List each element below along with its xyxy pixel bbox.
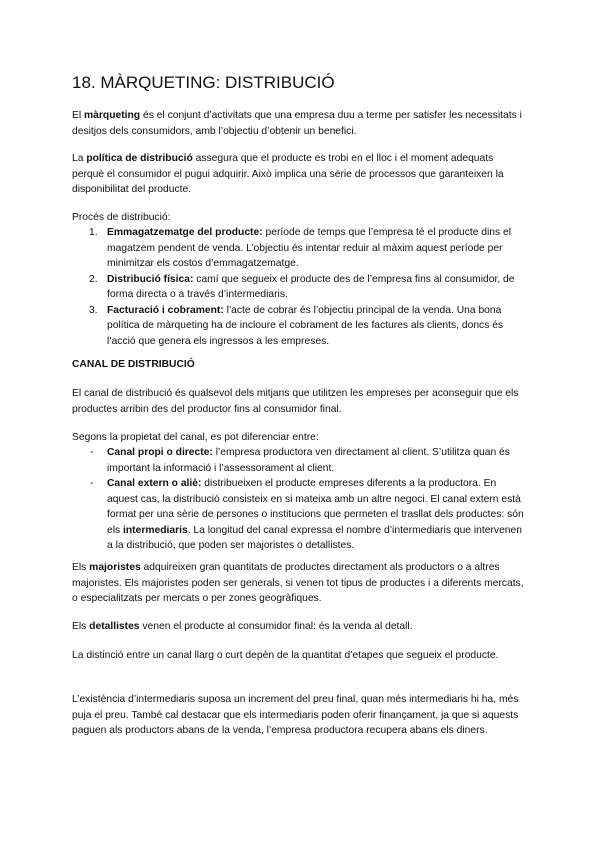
intermediaris-term: intermediaris	[123, 524, 188, 536]
list-dash: -	[90, 478, 94, 489]
item-number: 2.	[89, 273, 98, 285]
intro-pre: El	[72, 110, 85, 121]
canal-term: Canal propi o directe:	[107, 447, 213, 458]
item-term: Distribució física:	[107, 273, 194, 285]
politica-paragraph	[72, 151, 528, 198]
canal-list	[72, 445, 528, 554]
page-title: 18. MÀRQUETING: DISTRIBUCIÓ	[72, 73, 335, 92]
intro-term: màrqueting	[84, 110, 141, 121]
canal-item	[72, 445, 528, 476]
proces-item	[72, 225, 528, 272]
detallistes-post: venen el producte al consumidor final: és la venda al detall.	[139, 621, 413, 632]
item-text: l’acte de cobrar és l’objectiu principal de la venda. Una bona política de màrqueting ha de incloure el cobrament de les factures als clients, doncs és l’acció que genera els ingressos a les empreses.	[107, 304, 504, 347]
item-number: 1.	[89, 227, 98, 238]
list-dash: -	[90, 447, 94, 458]
majoristes-paragraph	[72, 560, 528, 607]
detallistes-paragraph	[72, 619, 528, 635]
politica-pre: La	[72, 153, 87, 164]
item-text: període de temps que l’empresa té el producte dins el magatzem pendent de venda. L’objectiu és intentar reduir al màxim aquest període per minimitzar els costos d’emmagatzematge.	[107, 227, 512, 269]
proces-item	[72, 303, 528, 350]
proces-list	[72, 225, 528, 349]
proces-item	[72, 272, 528, 303]
detallistes-pre: Els	[72, 621, 90, 632]
majoristes-post: adquireixen gran quantitats de productes directament als productors o a altres majoristes. Els majoristes poden ser generals, si venen tot tipus de productes i a diferents mercats, o especialitzats per mercats o per zones geogràfiques.	[72, 562, 524, 604]
intro-paragraph	[72, 108, 528, 139]
propietat-label: Segons la propietat del canal, es pot diferenciar entre:	[72, 432, 319, 443]
item-term: Emmagatzematge del producte:	[107, 227, 263, 238]
majoristes-term: majoristes	[89, 562, 141, 573]
item-text: camí que segueix el producte des de l’empresa fins al consumidor, de forma directa o a través d’intermediaris.	[107, 273, 515, 300]
intermediaris-paragraph: L’existència d’intermediaris suposa un increment del preu final, quan més intermediaris hi ha, més puja el preu. També cal destacar que els intermediaris poden oferir finançament, ja que si aquests paguen als productors abans de la venda, l’empresa productora recupera abans els diners.	[72, 694, 519, 736]
politica-term: política de distribució	[86, 153, 193, 164]
item-number: 3.	[89, 304, 98, 316]
canal-text: l’empresa productora ven directament al client. S’utilitza quan és important la informació i l’assessorament al client.	[107, 447, 510, 474]
intro-post: és el conjunt d’activitats que una empresa duu a terme per satisfer les necessitats i desitjos dels consumidors, amb l’objectiu d’obtenir un benefici.	[72, 110, 522, 137]
canal-heading: CANAL DE DISTRIBUCIÓ	[72, 359, 195, 370]
canal-item	[72, 476, 528, 554]
politica-post: assegura que el producte es trobi en el lloc i el moment adequats perquè el consumidor el pugui adquirir. Això implica una sèrie de processos que garanteixen la disponibilitat del producte.	[72, 153, 504, 195]
canal-text-cont: . La longitud del canal expressa el nombre d’intermediaris que intervenen a la distribució, que poden ser majoristes o detallistes.	[107, 524, 522, 551]
item-term: Facturació i cobrament:	[107, 304, 224, 316]
canal-term: Canal extern o aliè:	[107, 478, 202, 489]
majoristes-pre: Els	[72, 562, 90, 573]
canal-definition: El canal de distribució és qualsevol dels mitjans que utilitzen les empreses per aconseguir que els productes arribin des del productor fins al consumidor final.	[72, 388, 519, 415]
distincio-paragraph: La distinció entre un canal llarg o curt depèn de la quantitat d’etapes que segueix el producte.	[72, 650, 499, 661]
proces-label: Procés de distribució:	[72, 212, 171, 223]
canal-text: distribueixen el producte empreses diferents a la productora. En aquest cas, la distribució consisteix en si mateixa amb un altre negoci. El canal extern està format per una sèrie de persones o institucions que permeten el trasllat dels productes: són els	[107, 478, 524, 536]
detallistes-term: detallistes	[89, 621, 140, 632]
